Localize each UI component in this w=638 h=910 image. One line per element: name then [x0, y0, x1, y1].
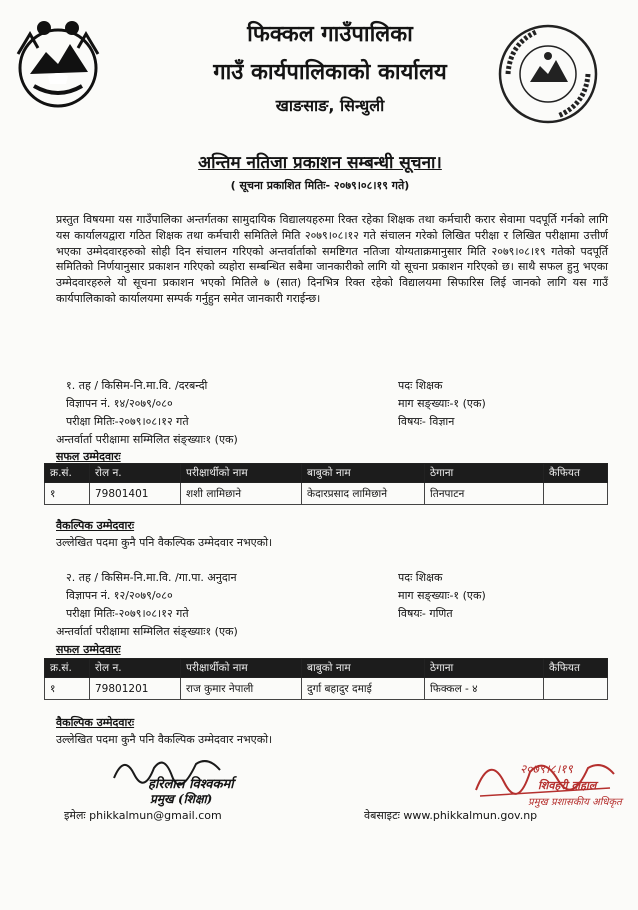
header-father: बाबुको नाम [302, 659, 425, 678]
left-signatory-title: प्रमुख (शिक्षा) [150, 792, 213, 806]
section-1-demand: माग सङ्ख्याः-१ (एक) [398, 397, 486, 410]
cell-sn: १ [45, 678, 90, 700]
section-2-alternate-text: उल्लेखित पदमा कुनै पनि वैकल्पिक उम्मेदवार नभएको। [56, 733, 273, 746]
section-2-results-table [44, 658, 608, 700]
header-sn: क्र.सं. [45, 659, 90, 678]
right-signatory-name: शिवहरी दाहाल [538, 779, 597, 792]
email-label: इमेलः [64, 809, 86, 822]
header-roll: रोल न. [90, 464, 181, 483]
website-link[interactable]: www.phikkalmun.gov.np [403, 809, 538, 822]
office-location: खाङसाङ, सिन्धुली [275, 96, 385, 115]
section-2-demand: माग सङ्ख्याः-१ (एक) [398, 589, 486, 602]
header-address: ठेगाना [425, 659, 544, 678]
section-1-interview-count: अन्तर्वार्ता परीक्षामा सम्मिलित संङ्ख्याः१ (एक) [56, 433, 238, 446]
table-header-row [45, 464, 608, 483]
organization-name: फिक्कल गाउँपालिका [247, 22, 413, 47]
nepal-emblem-logo [8, 14, 108, 114]
cell-sn: १ [45, 483, 90, 505]
table-header-row [45, 659, 608, 678]
notice-body: प्रस्तुत विषयमा यस गाउँपालिका अन्तर्गतका सामुदायिक विद्यालयहरुमा रिक्त रहेका शिक्षक तथा कर्मचारी करार सेवामा पदपूर्ति गर्नको लागि यस कार्यालयद्वारा गठित शिक्षक तथा कर्मचारी समितिले मिति २०७९।०८।१२ गते संचालन गरेको लिखित परीक्षा र लिखित परीक्षामा उत्तीर्ण भएका उम्मेदवारहरुको सोही दिन संचालन गरिएको अन्तर्वार्ताको समष्टिगत नतिजा योग्यताक्रमानुसार मिति २०७९।०८।१९ गतेको पदपूर्ति समितिको निर्णयानुसार प्रकाशन गरिएको व्यहोरा सम्बन्धित सबैमा जानकारीको लागि यो सूचना प्रकाशन गरिएको छ। साथै सफल हुनु भएका उम्मेदवारहरुले यो सूचना प्रकाशन भएको मितिले ७ (सात) दिनभित्र रिक्त रहेको विद्यालयमा सिफारिस लिई जानको लागि यस गाउँ कार्यपालिकाको कार्यालयमा सम्पर्क गर्नुहुन समेत जानकारी गराईन्छ। [56, 213, 608, 305]
table-row [45, 678, 608, 700]
section-2-interview-count: अन्तर्वार्ता परीक्षामा सम्मिलित संङ्ख्याः१ (एक) [56, 625, 238, 638]
header-name: परीक्षार्थीको नाम [181, 464, 302, 483]
section-2-exam-date: परीक्षा मितिः-२०७९।०८।१२ गते [66, 607, 189, 620]
section-2-level: २. तह / किसिम-नि.मा.वि. /गा.पा. अनुदान [66, 571, 237, 584]
header-address: ठेगाना [425, 464, 544, 483]
section-1-alternate-text: उल्लेखित पदमा कुनै पनि वैकल्पिक उम्मेदवार नभएको। [56, 536, 273, 549]
section-2-advertisement: विज्ञापन नं. १२/२०७९/०८० [66, 589, 173, 602]
section-1-subject: विषयः- विज्ञान [398, 415, 455, 428]
cell-remarks [544, 483, 608, 505]
notice-published-date: ( सूचना प्रकाशित मितिः- २०७९।०८।१९ गते) [230, 179, 410, 192]
header-roll: रोल न. [90, 659, 181, 678]
section-1-advertisement: विज्ञापन नं. १४/२०७९/०८० [66, 397, 173, 410]
section-2-subject: विषयः- गणित [398, 607, 453, 620]
section-2-post: पदः शिक्षक [398, 571, 443, 584]
cell-address: तिनपाटन [425, 483, 544, 505]
section-1-post: पदः शिक्षक [398, 379, 443, 392]
cell-roll: 79801201 [90, 678, 181, 700]
section-2-alternate-label: वैकल्पिक उम्मेदवारः [56, 716, 135, 729]
right-handwritten-date: २०७९।८।१९ [520, 762, 573, 776]
footer-email [64, 808, 222, 823]
website-label: वेबसाइटः [364, 809, 400, 822]
office-seal-stamp [496, 22, 600, 126]
cell-name: राज कुमार नेपाली [181, 678, 302, 700]
cell-remarks [544, 678, 608, 700]
cell-name: शशी लामिछाने [181, 483, 302, 505]
cell-father: केदारप्रसाद लामिछाने [302, 483, 425, 505]
section-1-alternate-label: वैकल्पिक उम्मेदवारः [56, 519, 135, 532]
left-signatory-name: हरिलाल विश्वकर्मा [148, 777, 234, 792]
section-1-results-table [44, 463, 608, 505]
header-name: परीक्षार्थीको नाम [181, 659, 302, 678]
header-father: बाबुको नाम [302, 464, 425, 483]
cell-address: फिक्कल - ४ [425, 678, 544, 700]
email-link[interactable]: phikkalmun@gmail.com [89, 809, 222, 822]
section-1-success-label: सफल उम्मेदवारः [56, 450, 121, 463]
header-remarks: कैफियत [544, 464, 608, 483]
table-row [45, 483, 608, 505]
section-1-level: १. तह / किसिम-नि.मा.वि. /दरबन्दी [66, 379, 208, 392]
header-sn: क्र.सं. [45, 464, 90, 483]
header-remarks: कैफियत [544, 659, 608, 678]
notice-title: अन्तिम नतिजा प्रकाशन सम्बन्धी सूचना। [198, 153, 442, 173]
cell-father: दुर्गा बहादुर दमाई [302, 678, 425, 700]
section-2-success-label: सफल उम्मेदवारः [56, 643, 121, 656]
section-1-exam-date: परीक्षा मितिः-२०७९।०८।१२ गते [66, 415, 189, 428]
footer-website [364, 808, 537, 823]
right-signatory-title: प्रमुख प्रशासकीय अधिकृत [528, 797, 622, 808]
office-name: गाउँ कार्यपालिकाको कार्यालय [213, 60, 447, 85]
cell-roll: 79801401 [90, 483, 181, 505]
